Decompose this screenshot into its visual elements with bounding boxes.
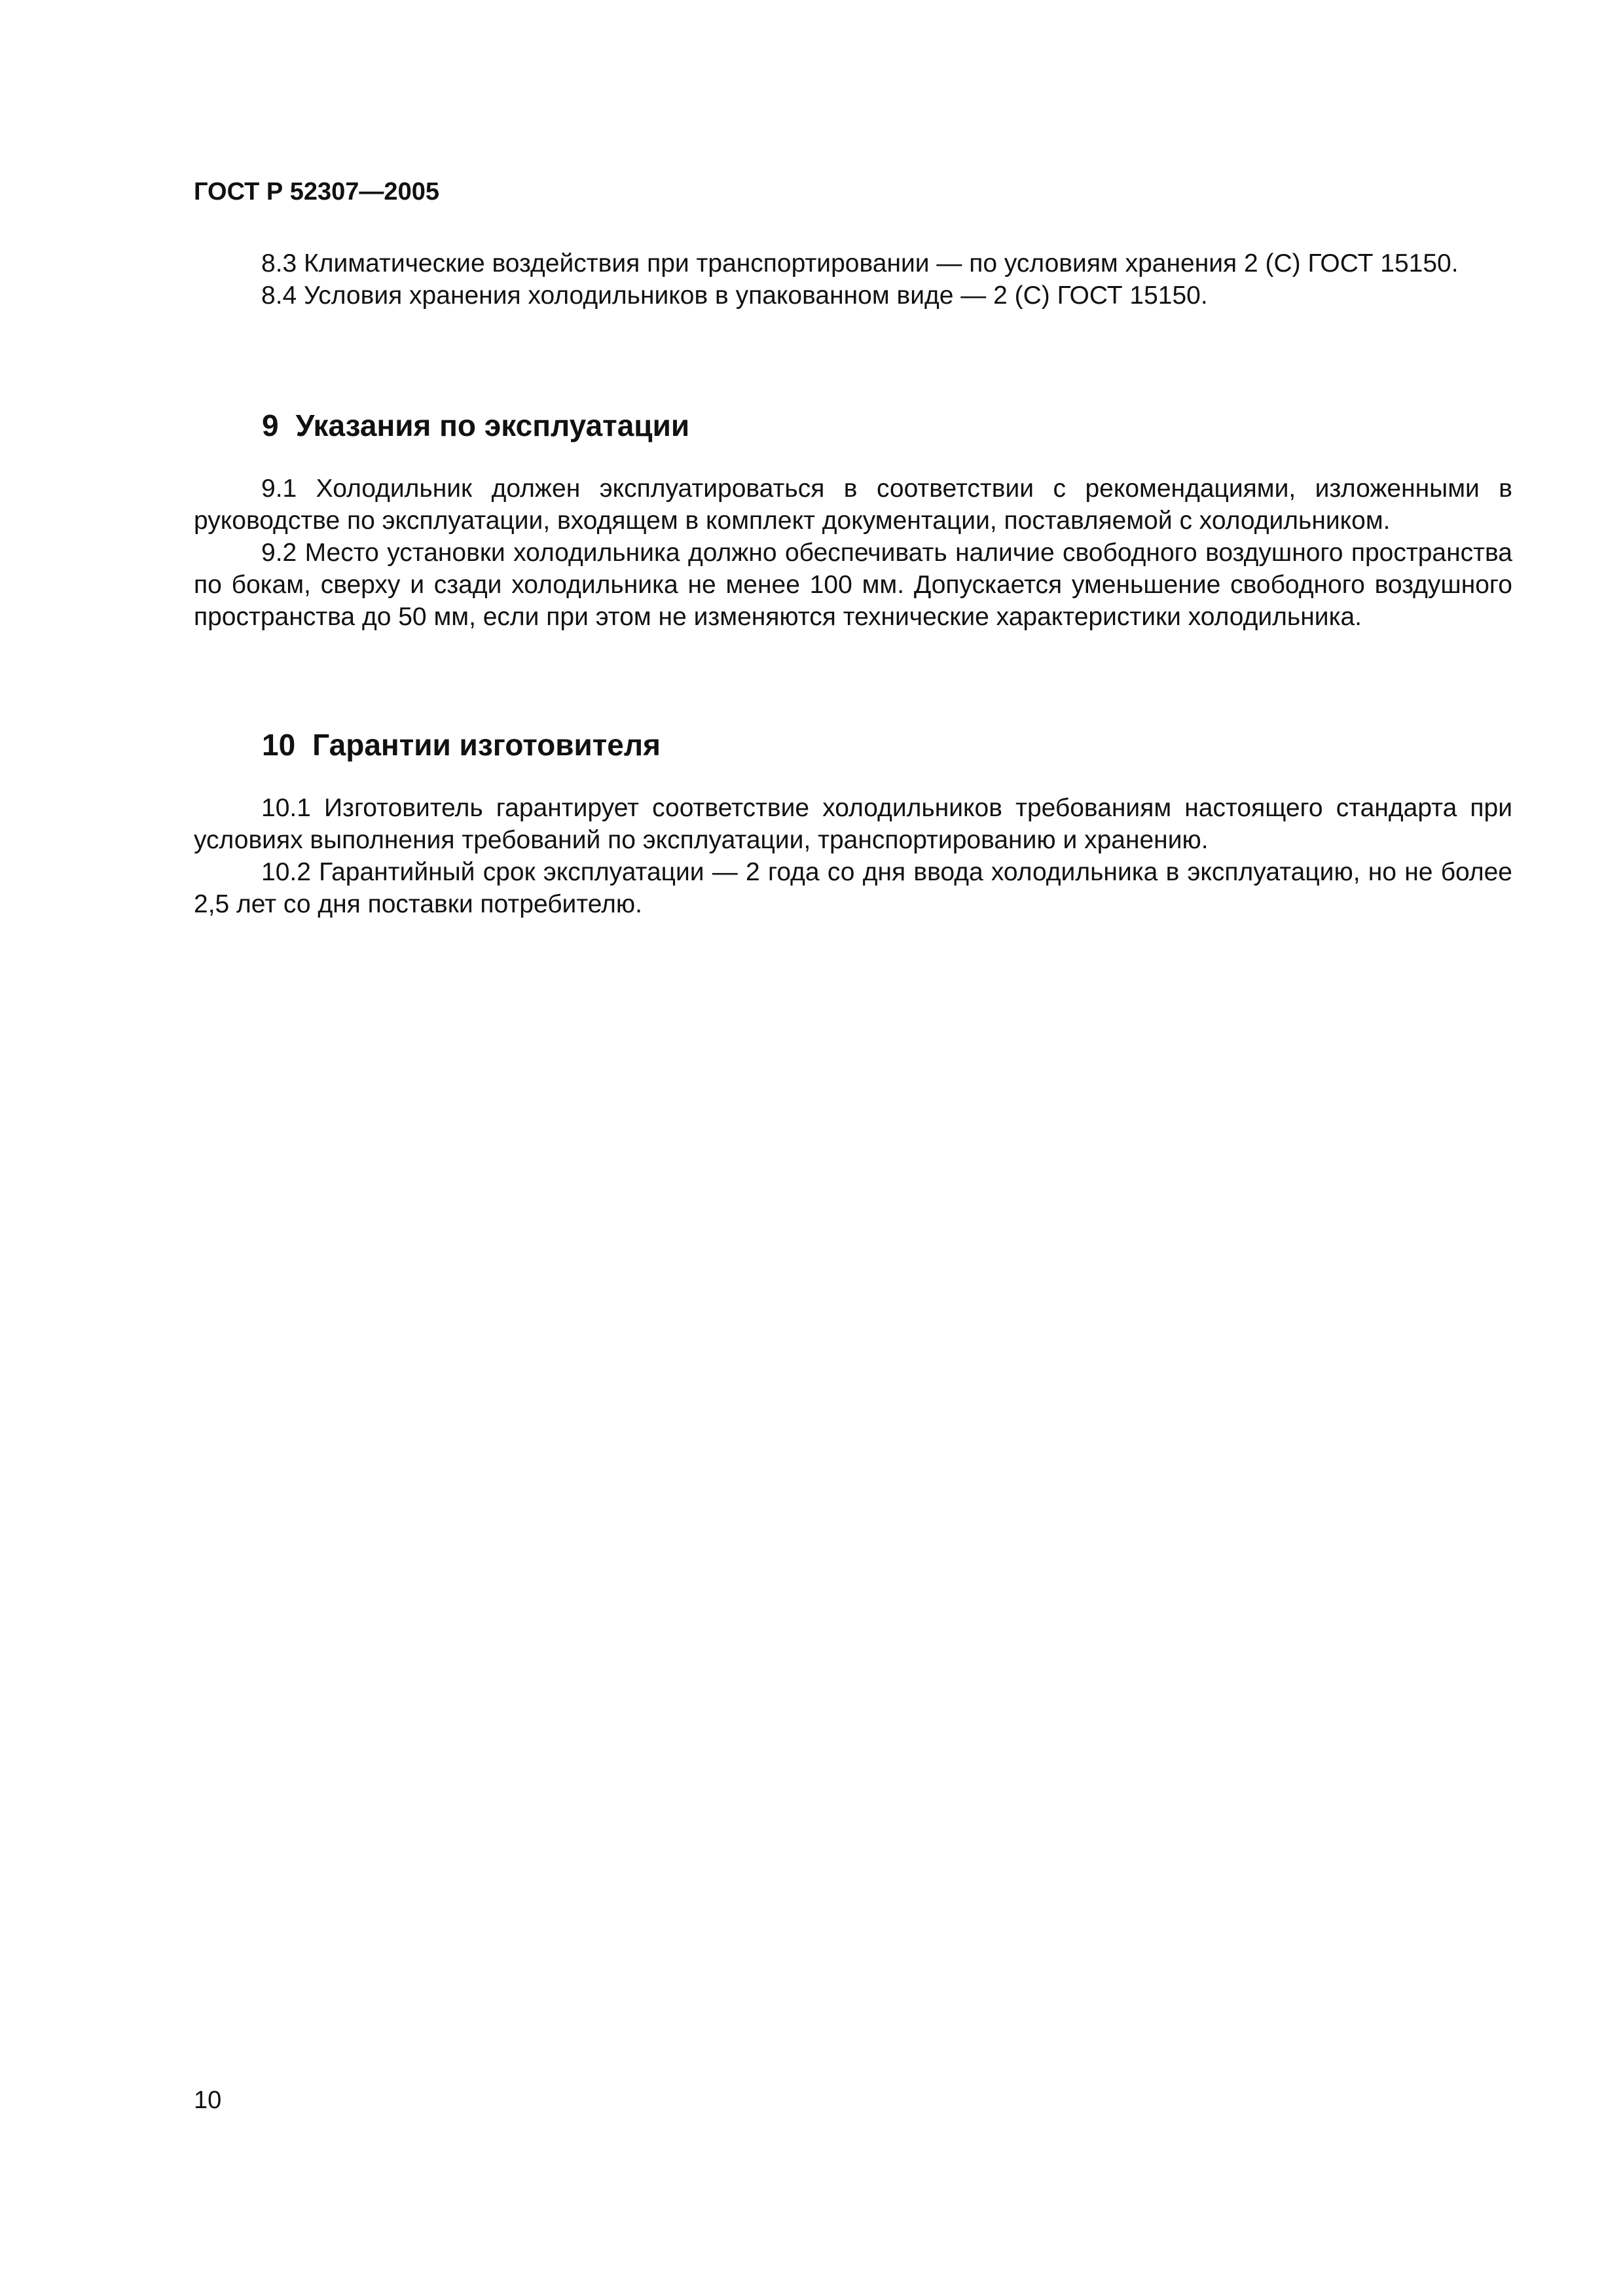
paragraph-8-4: 8.4 Условия хранения холодильников в упакованном виде — 2 (С) ГОСТ 15150. bbox=[261, 281, 1208, 310]
page-number: 10 bbox=[194, 2087, 222, 2114]
section-9-number: 9 bbox=[262, 408, 279, 442]
paragraph-9-2: 9.2 Место установки холодильника должно обеспечивать наличие свободного воздушного пространства по бокам, сверху и сзади холодильника не менее 100 мм. Допускается уменьшение свободного воздушного пространства до 50 мм, если при этом не изменяются технические характеристики холодильника. bbox=[194, 539, 1512, 631]
paragraph-10-1: 10.1 Изготовитель гарантирует соответствие холодильников требованиям настоящего стандарта при условиях выполнения требований по эксплуатации, транспортированию и хранению. bbox=[194, 794, 1512, 854]
section-9-heading bbox=[262, 407, 689, 444]
section-9-title: Указания по эксплуатации bbox=[295, 408, 690, 442]
section-10-title: Гарантии изготовителя bbox=[312, 728, 661, 762]
paragraph-8-3: 8.3 Климатические воздействия при транспортировании — по условиям хранения 2 (С) ГОСТ 15150. bbox=[261, 249, 1459, 278]
section-10-heading bbox=[262, 726, 661, 763]
section-10-number: 10 bbox=[262, 728, 296, 762]
section-10-text bbox=[194, 792, 1512, 920]
paragraph-10-2: 10.2 Гарантийный срок эксплуатации — 2 года со дня ввода холодильника в эксплуатацию, но не более 2,5 лет со дня поставки потребителю. bbox=[194, 858, 1512, 918]
paragraph-9-1: 9.1 Холодильник должен эксплуатироваться в соответствии с рекомендациями, изложенными в руководстве по эксплуатации, входящем в комплект документации, поставляемой с холодильником. bbox=[194, 475, 1512, 535]
section-9-text bbox=[194, 473, 1512, 633]
section-8-text bbox=[194, 247, 1512, 312]
document-id-header: ГОСТ Р 52307—2005 bbox=[194, 178, 439, 206]
